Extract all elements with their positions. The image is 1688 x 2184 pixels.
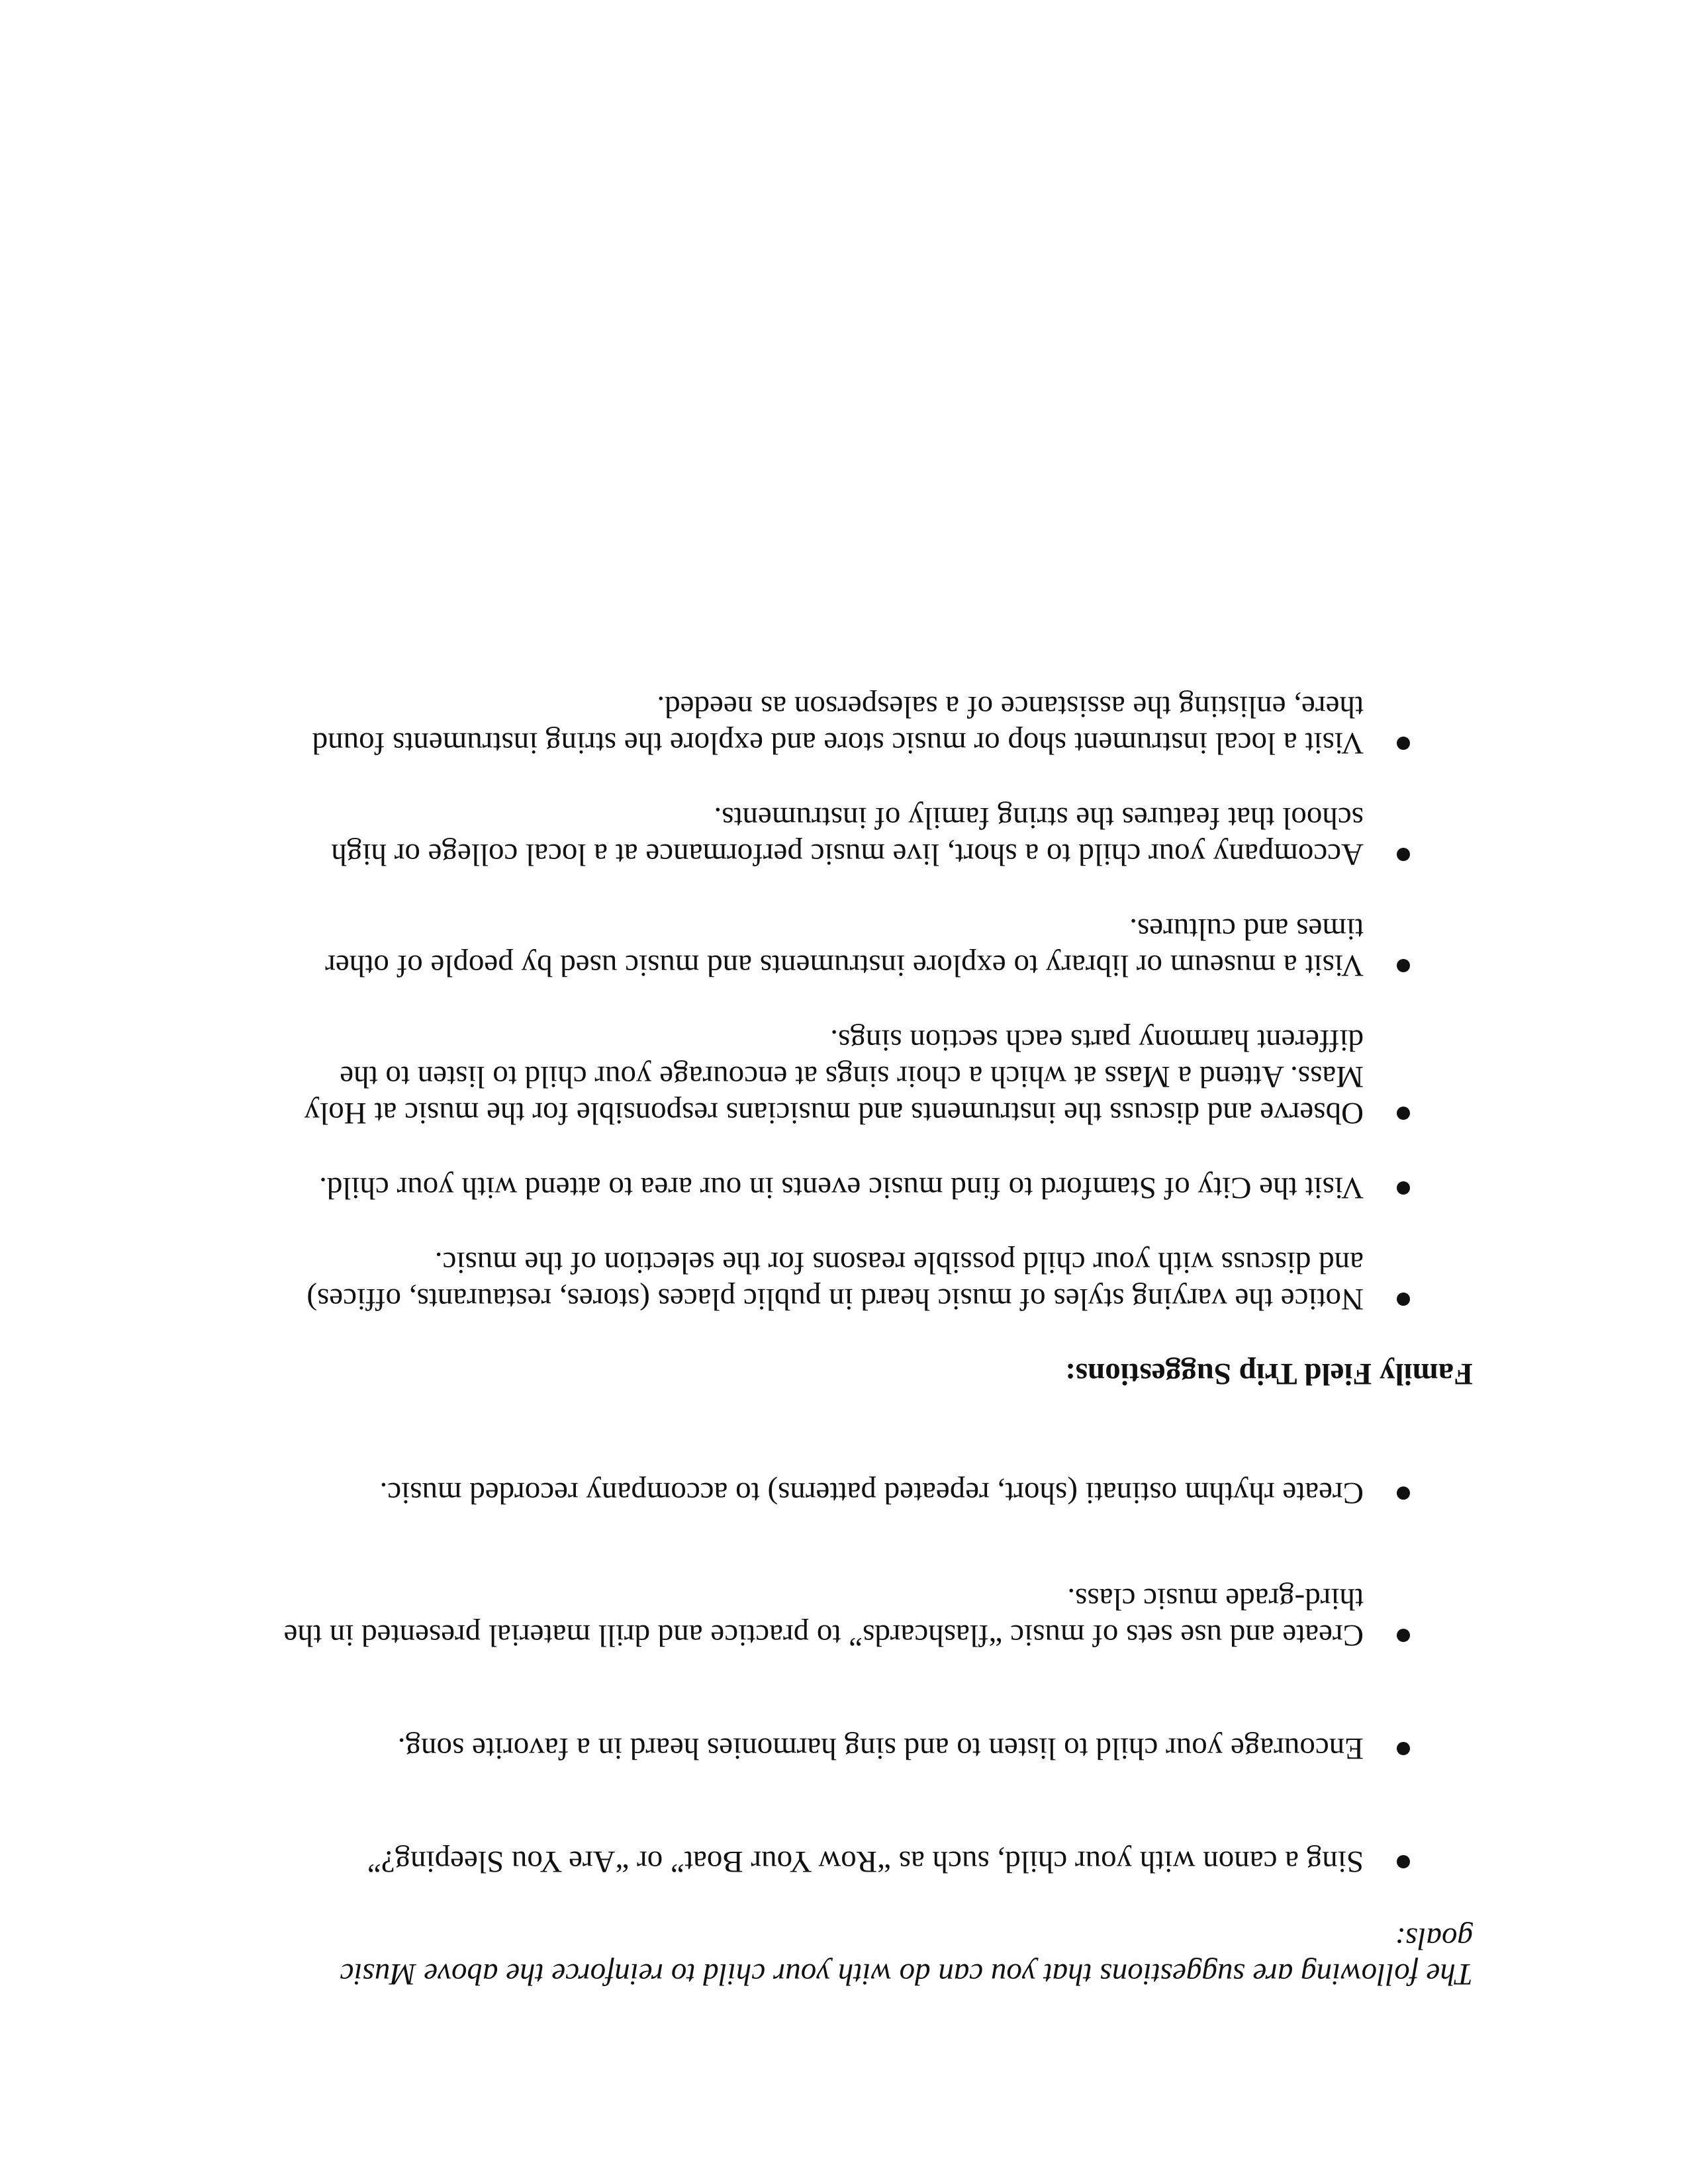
list-item-text: Create rhythm ostinati (short, repeated patterns) to accompany recorded music. [379, 1476, 1364, 1510]
list-item [278, 1580, 1473, 1653]
list-item-text: Observe and discuss the instruments and musicians responsible for the music at Holy Mass. Attend a Mass at which a choir sings at encourage your child to listen to the different harmony parts each section sings. [304, 1023, 1364, 1130]
list-item [278, 1730, 1473, 1766]
list-item-text: Sing a canon with your child, such as “Row Your Boat” or “Are You Sleeping?” [367, 1844, 1364, 1879]
list-item-text: Create and use sets of music “flashcards” to practice and drill material presented in the third-grade music class. [283, 1582, 1364, 1653]
bullet-icon [1397, 1293, 1410, 1306]
list-item [278, 799, 1473, 872]
bullet-icon [1397, 1486, 1410, 1500]
bullet-icon [1397, 1855, 1410, 1868]
list-item [278, 1244, 1473, 1317]
list-item [278, 1169, 1473, 1206]
list-item [278, 911, 1473, 983]
list-item-text: Encourage your child to listen to and sing harmonies heard in a favorite song. [397, 1731, 1364, 1766]
field-trip-heading: Family Field Trip Suggestions: [1065, 1357, 1473, 1391]
bullet-icon [1397, 1107, 1410, 1120]
page-content [182, 688, 1473, 1992]
list-item-text: Notice the varying styles of music heard in public places (stores, restaurants, offices) and discuss with your child possible reasons for the selection of the music. [306, 1246, 1364, 1316]
bullet-icon [1397, 959, 1410, 972]
list-item-text: Visit a local instrument shop or music store and explore the string instruments found there, enlisting the assistance of a salesperson as needed. [312, 690, 1364, 760]
bullet-icon [1397, 1629, 1410, 1642]
list-item-text: Visit the City of Stamford to find music events in our area to attend with your child. [319, 1171, 1364, 1205]
list-item-text: Accompany your child to a short, live music performance at a local college or high school that features the string family of instruments. [331, 801, 1364, 872]
list-item [278, 1022, 1473, 1131]
goals-suggestion-list [182, 1475, 1473, 1880]
list-item [278, 1475, 1473, 1511]
bullet-icon [1397, 1181, 1410, 1195]
list-item-text: Visit a museum or library to explore instruments and music used by people of other times and cultures. [325, 912, 1364, 983]
bullet-icon [1397, 848, 1410, 861]
intro-paragraph: The following are suggestions that you can do with your child to reinforce the above Music goals: [340, 1921, 1473, 1991]
list-item [278, 1843, 1473, 1880]
bullet-icon [1397, 1742, 1410, 1755]
list-item [278, 688, 1473, 761]
field-trip-list [182, 688, 1473, 1317]
bullet-icon [1397, 737, 1410, 750]
